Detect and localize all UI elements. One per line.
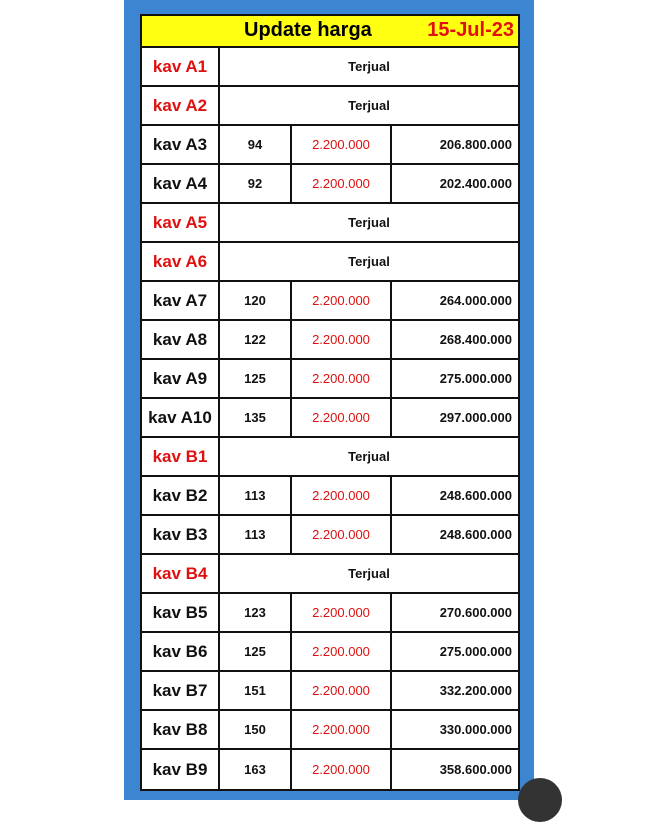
table-row	[142, 477, 518, 516]
table-row	[142, 243, 518, 282]
lot-status: Terjual	[348, 98, 390, 113]
lot-unit-price: 2.200.000	[292, 750, 392, 789]
lot-name: kav A9	[142, 360, 220, 397]
table-row	[142, 87, 518, 126]
lot-name: kav B4	[142, 555, 220, 592]
table-row	[142, 516, 518, 555]
lot-name: kav B7	[142, 672, 220, 709]
lot-unit-price: 2.200.000	[292, 321, 392, 358]
sheet-header	[142, 16, 518, 48]
price-sheet	[140, 14, 520, 791]
lot-status: Terjual	[348, 254, 390, 269]
lot-total-price: 268.400.000	[439, 332, 512, 347]
lot-unit-price: 2.200.000	[292, 165, 392, 202]
lot-unit-price: 2.200.000	[292, 126, 392, 163]
lot-unit-price: 2.200.000	[292, 477, 392, 514]
lot-unit-price: 2.200.000	[292, 360, 392, 397]
lot-area: 163	[220, 750, 292, 789]
lot-unit-price: 2.200.000	[292, 633, 392, 670]
table-row	[142, 594, 518, 633]
lot-total-price: 248.600.000	[439, 527, 512, 542]
lot-total-price: 206.800.000	[439, 137, 512, 152]
lot-unit-price: 2.200.000	[292, 594, 392, 631]
lot-name: kav B8	[142, 711, 220, 748]
lot-name: kav B1	[142, 438, 220, 475]
lot-total-price: 264.000.000	[439, 293, 512, 308]
lot-status: Terjual	[348, 449, 390, 464]
lot-area: 122	[220, 321, 292, 358]
lot-area: 94	[220, 126, 292, 163]
lot-status: Terjual	[348, 59, 390, 74]
lot-name: kav B3	[142, 516, 220, 553]
right-margin	[534, 0, 660, 800]
lot-name: kav A6	[142, 243, 220, 280]
corner-button[interactable]	[518, 778, 562, 822]
lot-total-price: 202.400.000	[439, 176, 512, 191]
lot-name: kav A3	[142, 126, 220, 163]
lot-name: kav A8	[142, 321, 220, 358]
lot-area: 135	[220, 399, 292, 436]
lot-name: kav A1	[142, 48, 220, 85]
lot-area: 123	[220, 594, 292, 631]
table-row	[142, 204, 518, 243]
table-row	[142, 282, 518, 321]
table-row	[142, 399, 518, 438]
lot-area: 113	[220, 477, 292, 514]
table-row	[142, 321, 518, 360]
table-row	[142, 438, 518, 477]
table-row	[142, 711, 518, 750]
lot-total-price: 297.000.000	[439, 410, 512, 425]
lot-area: 150	[220, 711, 292, 748]
table-row	[142, 165, 518, 204]
table-row	[142, 126, 518, 165]
lot-name: kav A7	[142, 282, 220, 319]
lot-unit-price: 2.200.000	[292, 516, 392, 553]
left-margin	[0, 0, 124, 800]
lot-total-price: 358.600.000	[439, 762, 512, 777]
lot-unit-price: 2.200.000	[292, 282, 392, 319]
table-row	[142, 555, 518, 594]
lot-name: kav A4	[142, 165, 220, 202]
lot-status: Terjual	[348, 215, 390, 230]
lot-total-price: 270.600.000	[439, 605, 512, 620]
lot-area: 125	[220, 633, 292, 670]
sheet-date: 15-Jul-23	[427, 19, 514, 41]
lot-area: 151	[220, 672, 292, 709]
table-row	[142, 360, 518, 399]
lot-total-price: 330.000.000	[439, 722, 512, 737]
lot-name: kav B6	[142, 633, 220, 670]
lot-unit-price: 2.200.000	[292, 672, 392, 709]
table-row	[142, 672, 518, 711]
lot-unit-price: 2.200.000	[292, 711, 392, 748]
lot-area: 113	[220, 516, 292, 553]
lot-total-price: 332.200.000	[439, 683, 512, 698]
lot-name: kav A10	[142, 399, 220, 436]
lot-name: kav B2	[142, 477, 220, 514]
sheet-title: Update harga	[244, 19, 372, 41]
table-row	[142, 633, 518, 672]
lot-name: kav A5	[142, 204, 220, 241]
lot-unit-price: 2.200.000	[292, 399, 392, 436]
price-table-body	[142, 48, 518, 789]
lot-total-price: 275.000.000	[439, 644, 512, 659]
lot-area: 125	[220, 360, 292, 397]
table-row	[142, 750, 518, 789]
lot-name: kav A2	[142, 87, 220, 124]
lot-name: kav B5	[142, 594, 220, 631]
table-row	[142, 48, 518, 87]
lot-area: 92	[220, 165, 292, 202]
lot-total-price: 248.600.000	[439, 488, 512, 503]
lot-area: 120	[220, 282, 292, 319]
lot-status: Terjual	[348, 566, 390, 581]
lot-total-price: 275.000.000	[439, 371, 512, 386]
lot-name: kav B9	[142, 750, 220, 789]
